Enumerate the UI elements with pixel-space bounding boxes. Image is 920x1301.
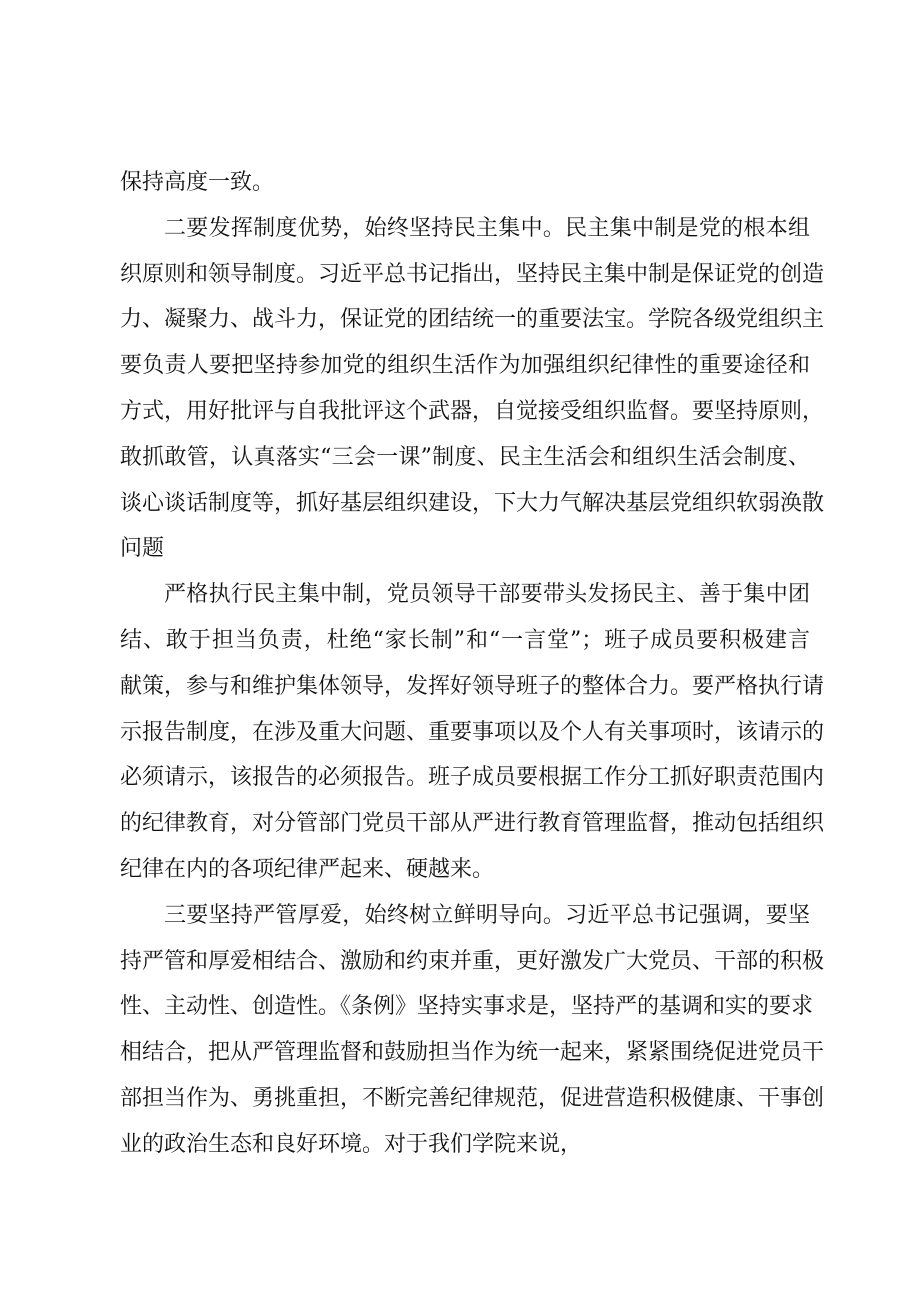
text-line: 保持高度一致。 (120, 170, 275, 195)
text-line: 部担当作为、勇挑重担，不断完善纪律规范，促进营造积极健康、干事创 (120, 1085, 825, 1111)
document-body (120, 160, 825, 1168)
text-line: 织原则和领导制度。习近平总书记指出，坚持民主集中制是保证党的创造 (120, 261, 825, 287)
text-line: 结、敢于担当负责，杜绝“家长制”和“一言堂”；班子成员要积极建言 (120, 627, 810, 653)
text-line: 谈心谈话制度等，抓好基层组织建设，下大力气解决基层党组织软弱涣散 (120, 490, 825, 516)
text-line: 性、主动性、创造性。《条例》坚持实事求是，坚持严的基调和实的要求 (120, 994, 814, 1020)
text-line: 力、凝聚力、战斗力，保证党的团结统一的重要法宝。学院各级党组织主 (120, 307, 825, 333)
text-line: 持严管和厚爱相结合、激励和约束并重，更好激发广大党员、干部的积极 (120, 948, 825, 974)
text-line: 三要坚持严管厚爱，始终树立鲜明导向。习近平总书记强调，要坚 (164, 902, 810, 928)
text-line: 纪律在内的各项纪律严起来、硬越来。 (120, 856, 495, 882)
text-line: 相结合，把从严管理监督和鼓励担当作为统一起来，紧紧围绕促进党员干 (120, 1040, 825, 1066)
text-line: 的纪律教育，对分管部门党员干部从严进行教育管理监督，推动包括组织 (120, 811, 825, 837)
text-line: 严格执行民主集中制，党员领导干部要带头发扬民主、善于集中团 (164, 582, 810, 608)
text-line: 业的政治生态和良好环境。对于我们学院来说， (120, 1131, 583, 1157)
text-line: 示报告制度，在涉及重大问题、重要事项以及个人有关事项时，该请示的 (120, 719, 825, 745)
text-line: 二要发挥制度优势，始终坚持民主集中。民主集中制是党的根本组 (164, 215, 810, 241)
text-line: 方式，用好批评与自我批评这个武器，自觉接受组织监督。要坚持原则， (120, 398, 825, 424)
text-line: 必须请示，该报告的必须报告。班子成员要根据工作分工抓好职责范围内 (120, 765, 825, 791)
text-line: 敢抓敢管，认真落实“三会一课”制度、民主生活会和组织生活会制度、 (120, 444, 810, 470)
text-line: 问题 (120, 536, 165, 562)
text-line: 要负责人要把坚持参加党的组织生活作为加强组织纪律性的重要途径和 (120, 353, 810, 379)
text-line: 献策，参与和维护集体领导，发挥好领导班子的整体合力。要严格执行请 (120, 673, 825, 699)
